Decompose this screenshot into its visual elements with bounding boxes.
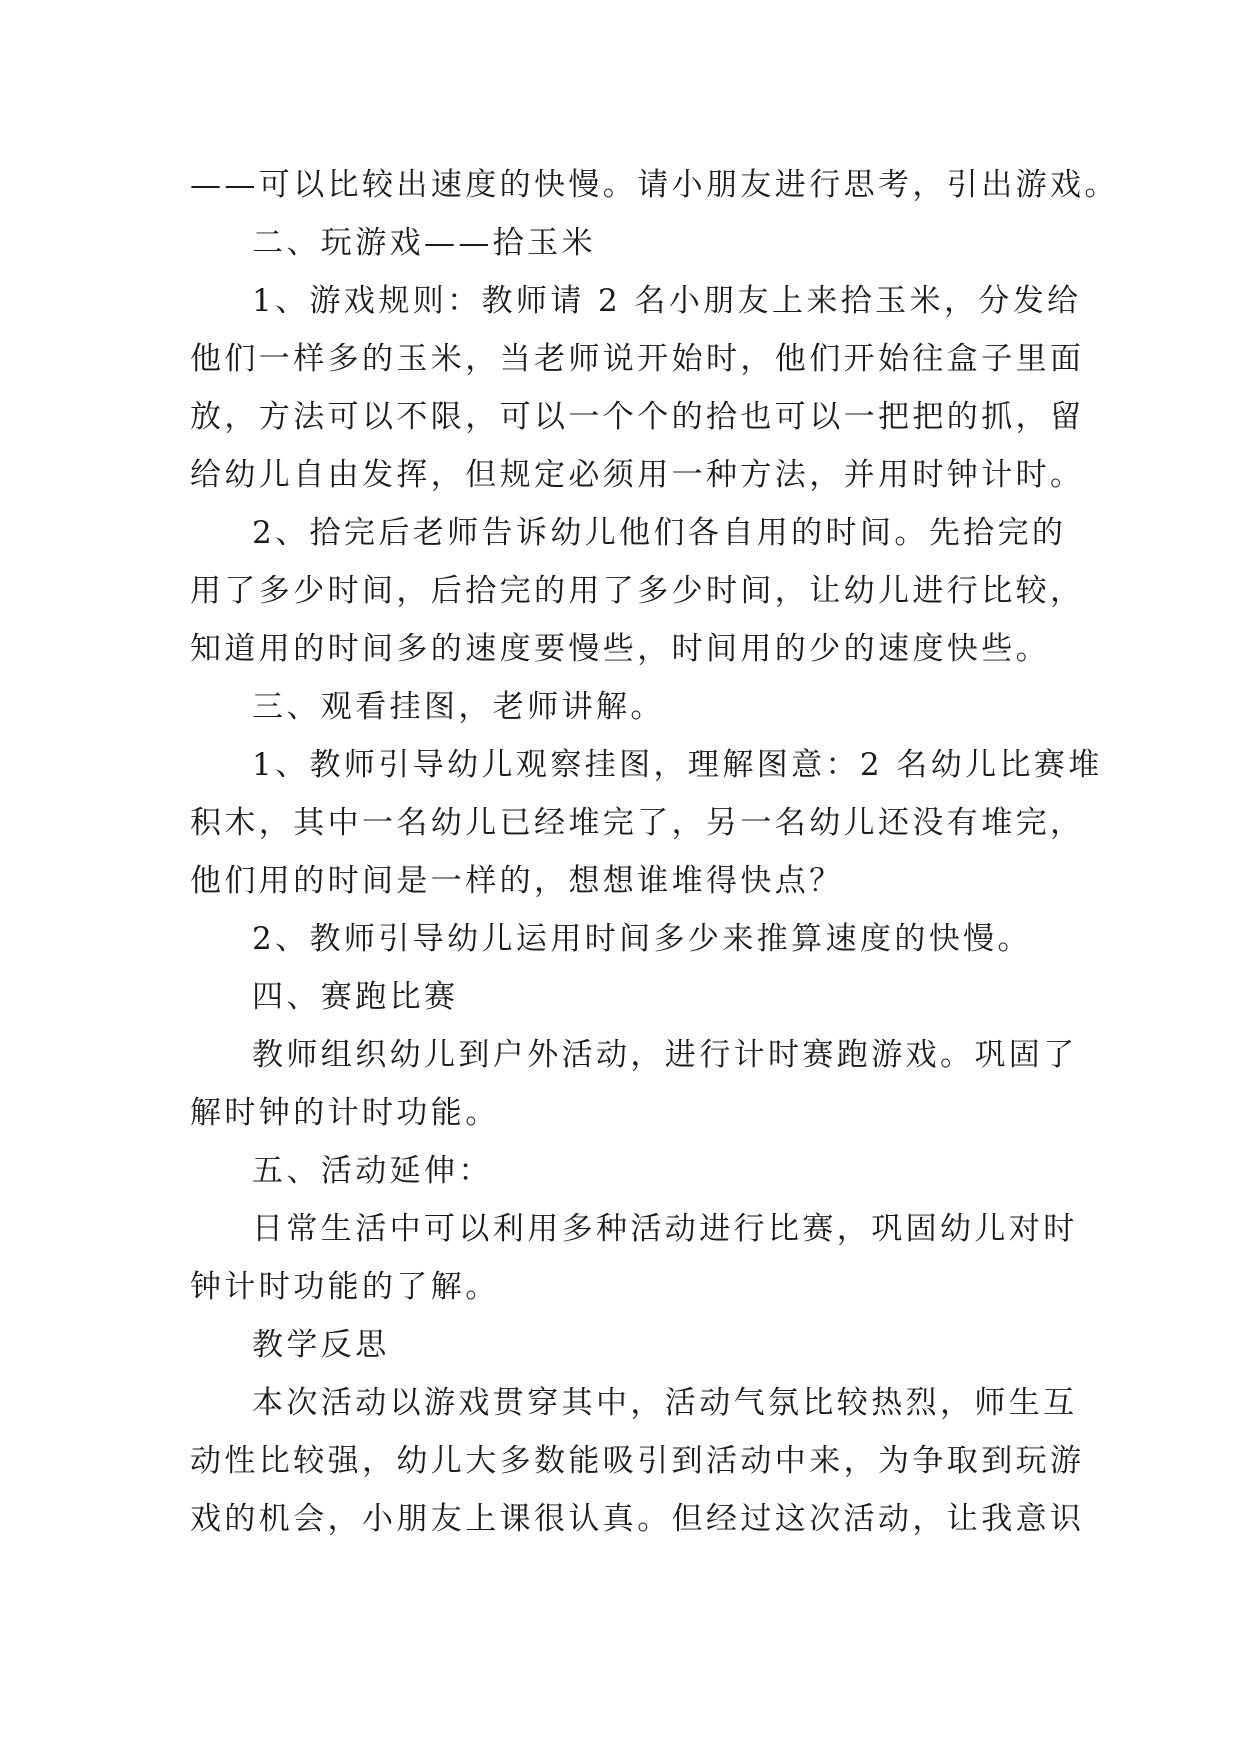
- text-line: 钟计时功能的了解。: [190, 1269, 500, 1305]
- text-line: ——可以比较出速度的快慢。请小朋友进行思考，引出游戏。: [190, 167, 1119, 203]
- text-line: 2、教师引导幼儿运用时间多少来推算速度的快慢。: [252, 921, 1032, 957]
- text-line: 1、游戏规则：教师请 2 名小朋友上来拾玉米，分发给: [252, 283, 1082, 319]
- text-line: 放，方法可以不限，可以一个个的拾也可以一把把的抓，留: [190, 399, 1085, 435]
- text-line: 知道用的时间多的速度要慢些，时间用的少的速度快些。: [190, 631, 1050, 667]
- text-line: 教师组织幼儿到户外活动，进行计时赛跑游戏。巩固了: [252, 1037, 1078, 1073]
- section-heading: 五、活动延伸：: [252, 1153, 493, 1189]
- text-line: 戏的机会，小朋友上课很认真。但经过这次活动，让我意识: [190, 1501, 1085, 1537]
- section-heading: 二、玩游戏——拾玉米: [252, 225, 596, 261]
- text-line: 用了多少时间，后拾完的用了多少时间，让幼儿进行比较，: [190, 573, 1085, 609]
- text-line: 解时钟的计时功能。: [190, 1095, 500, 1131]
- text-line: 给幼儿自由发挥，但规定必须用一种方法，并用时钟计时。: [190, 457, 1085, 493]
- document-body: [190, 156, 1119, 1548]
- section-heading: 三、观看挂图，老师讲解。: [252, 689, 665, 725]
- text-line: 他们一样多的玉米，当老师说开始时，他们开始往盒子里面: [190, 341, 1085, 377]
- section-heading: 教学反思: [252, 1327, 390, 1363]
- text-line: 他们用的时间是一样的，想想谁堆得快点？: [190, 863, 844, 899]
- text-line: 日常生活中可以利用多种活动进行比赛，巩固幼儿对时: [252, 1211, 1078, 1247]
- section-heading: 四、赛跑比赛: [252, 979, 459, 1015]
- text-line: 动性比较强，幼儿大多数能吸引到活动中来，为争取到玩游: [190, 1443, 1085, 1479]
- text-line: 积木，其中一名幼儿已经堆完了，另一名幼儿还没有堆完，: [190, 805, 1085, 841]
- text-line: 1、教师引导幼儿观察挂图，理解图意：2 名幼儿比赛堆: [252, 747, 1103, 783]
- text-line: 2、拾完后老师告诉幼儿他们各自用的时间。先拾完的: [252, 515, 1067, 551]
- text-line: 本次活动以游戏贯穿其中，活动气氛比较热烈，师生互: [252, 1385, 1078, 1421]
